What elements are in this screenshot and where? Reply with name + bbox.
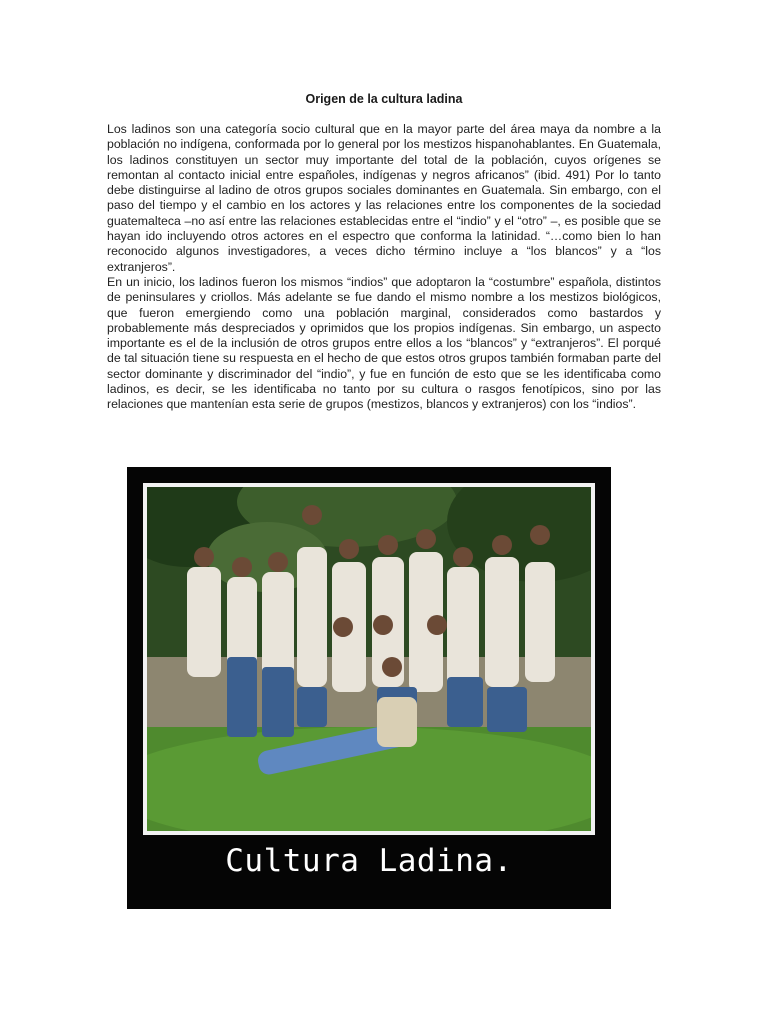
page-title: Origen de la cultura ladina: [305, 92, 463, 106]
body-text: [107, 122, 661, 413]
photo-caption: Cultura Ladina.: [225, 843, 513, 879]
paragraph-2: En un inicio, los ladinos fueron los mismos “indios” que adoptaron la “costumbre” española, distintos de peninsulares y criollos. Más adelante se fue dando el mismo nombre a los mestizos biológicos, que fueron emergiendo como una población marginal, considerados como bastardos y probablemente más despreciados y oprimidos que los propios indígenas. Sin embargo, un aspecto importante es el de la inclusión de otros grupos entre ellos a los “blancos” y “extranjeros”. El porqué de tal situación tiene su respuesta en el hecho de que estos otros grupos también formaban parte del sector dominante y discriminador del “indio”, y fue en función de esto que se les identificaba como ladinos, es decir, se les identificaba no tanto por su cultura o rasgos fenotípicos, sino por las relaciones que mantenían esta serie de grupos (mestizos, blancos y extranjeros) con los “indios”.: [107, 274, 661, 412]
photo-card: [127, 467, 611, 909]
group-photo: [147, 487, 591, 831]
paragraph-1: Los ladinos son una categoría socio cultural que en la mayor parte del área maya da nombre a la población no indígena, conformada por lo general por los mestizos hispanohablantes. En Guatemala, los ladinos constituyen un sector muy importante del total de la población, cuyos orígenes se remontan al contacto inicial entre españoles, indígenas y negros africanos” (ibid. 491) Por lo tanto debe distinguirse al ladino de otros grupos sociales dominantes en Guatemala. Sin embargo, con el paso del tiempo y el cambio en los actores y las relaciones entre los componentes de la sociedad guatemalteca –no así entre las relaciones establecidas entre el “indio” y el “otro” –, es posible que se hayan ido incluyendo otros actores en el espectro que conforma la latinidad. “…como bien lo han reconocido algunos investigadores, a veces dicho término incluye a “los blancos” y a “los extranjeros”.: [107, 122, 661, 274]
group-photo-illustration: [147, 487, 591, 831]
photo-frame: [143, 483, 595, 835]
